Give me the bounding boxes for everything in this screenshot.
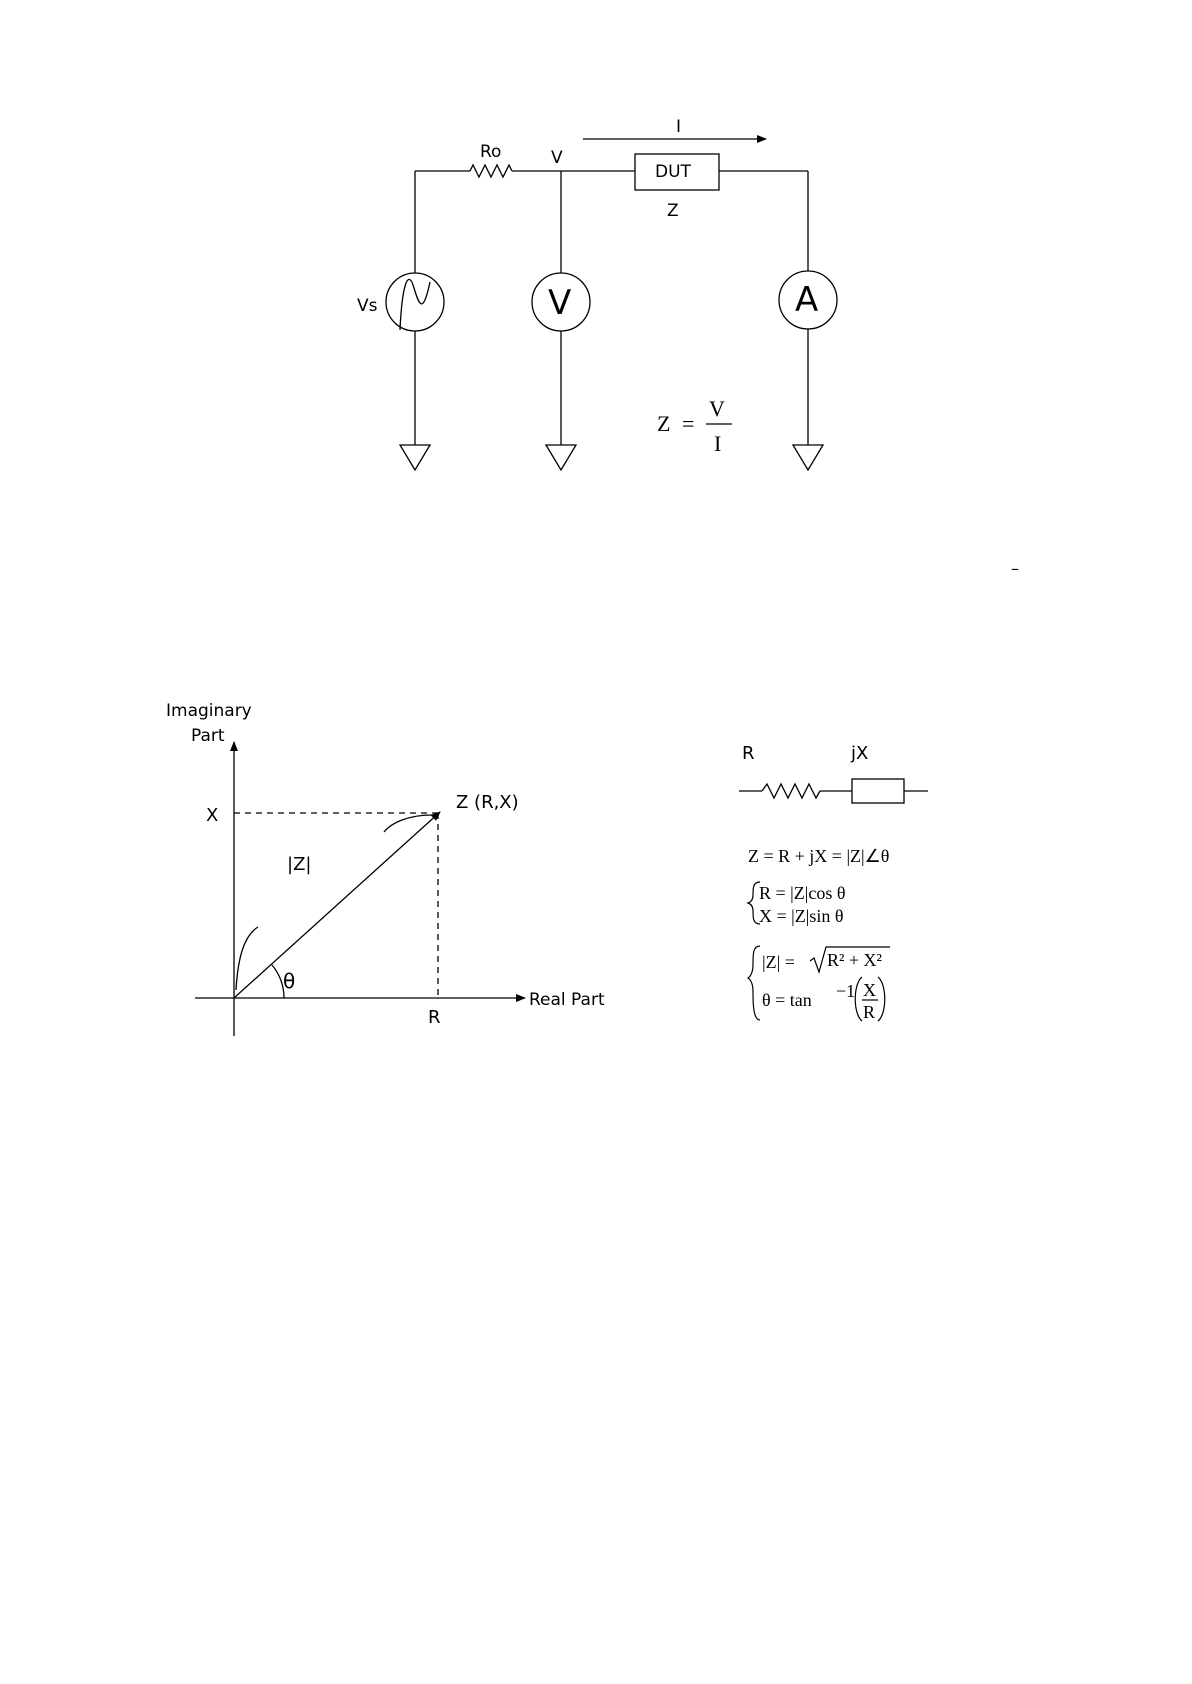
impedance-vector	[234, 812, 440, 998]
ground-symbol-right	[793, 445, 823, 470]
formula-equals: =	[682, 411, 695, 436]
x-axis-label: Real Part	[529, 990, 605, 1010]
source-label: Vs	[357, 296, 378, 316]
equation-theta-den: R	[863, 1002, 876, 1022]
point-label: Z (R,X)	[456, 792, 519, 813]
ground-symbol-mid	[546, 445, 576, 470]
measurement-circuit	[386, 139, 837, 470]
dut-label: DUT	[655, 162, 691, 182]
equation-mag-radicand: R² + X²	[827, 950, 882, 970]
equations	[748, 846, 890, 1022]
equation-theta-num: X	[863, 980, 876, 1000]
paren-right	[878, 977, 885, 1021]
brace-2	[748, 946, 760, 1020]
series-r-label: R	[742, 743, 755, 764]
equation-x: X = |Z|sin θ	[759, 906, 844, 926]
reactance-box	[852, 779, 904, 803]
impedance-label: Z	[667, 201, 679, 221]
magnitude-label: |Z|	[287, 854, 312, 875]
equation-mag-lhs: |Z| =	[762, 952, 795, 972]
series-jx-label: jX	[851, 743, 869, 764]
series-rjx-circuit	[739, 779, 928, 803]
sine-wave	[400, 279, 430, 330]
formula-numerator: V	[709, 396, 725, 421]
y-axis-label-line2: Part	[191, 726, 225, 746]
current-label: I	[676, 117, 682, 137]
paren-left	[855, 977, 862, 1021]
rotation-arc-origin	[236, 927, 258, 990]
ammeter-label: A	[795, 280, 819, 320]
equation-theta-lhs: θ = tan	[762, 990, 812, 1010]
resistor-ro	[470, 165, 512, 177]
phasor-diagram	[195, 742, 525, 1036]
phasor-labels	[166, 701, 605, 1028]
node-label: V	[551, 148, 563, 168]
equation-theta-exp: −1	[836, 981, 856, 1001]
formula-lhs: Z	[657, 411, 671, 436]
rotation-arc-tip	[384, 815, 432, 832]
series-resistor	[762, 784, 820, 798]
x-tick-label: R	[428, 1007, 441, 1028]
voltmeter-label: V	[548, 283, 572, 323]
formula-denominator: I	[714, 431, 722, 456]
equation-r: R = |Z|cos θ	[759, 883, 846, 903]
resistor-label: Ro	[480, 142, 502, 162]
y-axis-label-line1: Imaginary	[166, 701, 252, 721]
angle-label: θ	[283, 969, 296, 993]
ground-symbol-left	[400, 445, 430, 470]
ac-source-symbol	[386, 273, 444, 331]
equation-main: Z = R + jX = |Z|∠θ	[748, 846, 890, 866]
circuit-labels	[357, 117, 818, 456]
y-tick-label: X	[206, 805, 219, 826]
stray-mark: –	[1011, 559, 1019, 578]
